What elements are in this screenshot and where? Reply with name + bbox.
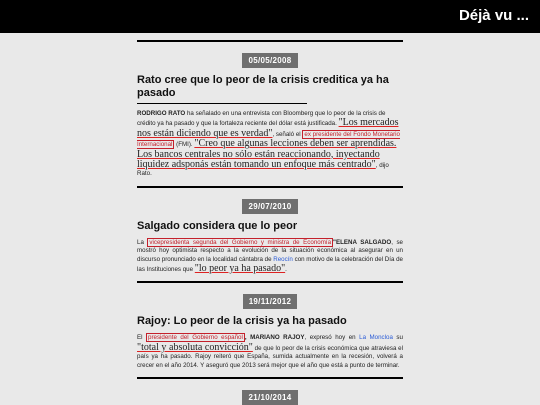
divider bbox=[137, 377, 403, 379]
body-text: , señaló el bbox=[272, 130, 303, 138]
post-title[interactable]: Salgado considera que lo peor bbox=[137, 219, 298, 232]
body-text: , se mostró hoy optimista respecto a la evolución de la situación económica al asegurar en un discurso pronunciado en la localidad cántabra de bbox=[137, 238, 403, 263]
quote: "Los mercados nos están diciendo que es verdad" bbox=[137, 117, 399, 139]
divider bbox=[137, 40, 403, 42]
place-link[interactable]: La Moncloa bbox=[359, 334, 393, 342]
divider bbox=[137, 186, 403, 188]
date-badge: 21/10/2014 bbox=[242, 390, 297, 405]
role-highlight: ex presidente del Fondo Monetario Internacional bbox=[137, 130, 400, 149]
quote: "total y absoluta convicción" bbox=[137, 341, 253, 353]
body-text: , dijo Rato. bbox=[137, 162, 389, 178]
post-body bbox=[137, 334, 403, 370]
quote: "Creo que algunas lecciones deben ser aprendidas. Los bancos centrales no sólo están reaccionando, inyectando liquidez adsponás están tomando un enfoque más centrado" bbox=[137, 138, 397, 171]
body-text: . bbox=[285, 266, 287, 274]
date-badge: 05/05/2008 bbox=[242, 53, 297, 68]
place-link[interactable]: Reocín bbox=[273, 255, 293, 263]
role-highlight: presidente del Gobierno español bbox=[148, 334, 243, 342]
body-text: ha señalado en una entrevista con Bloomberg que lo peor de la crisis de crédito ya ha pasado y que la fortaleza reciente del dólar está justificada. bbox=[137, 110, 386, 128]
date-badge: 29/07/2010 bbox=[242, 199, 297, 214]
post-body bbox=[137, 239, 403, 275]
body-text: El bbox=[137, 334, 147, 342]
person-name: , MARIANO RAJOY bbox=[244, 334, 305, 342]
divider bbox=[137, 281, 403, 283]
body-text: , expresó hoy en bbox=[304, 334, 360, 342]
title-underline bbox=[137, 103, 307, 104]
post-column bbox=[137, 40, 403, 405]
role-highlight: vicepresidenta segunda del Gobierno y ministra de Economía bbox=[149, 238, 332, 246]
body-text: (FMI). bbox=[174, 141, 195, 149]
date-badge: 19/11/2012 bbox=[243, 294, 298, 309]
post-title[interactable]: Rajoy: Lo peor de la crisis ya ha pasado bbox=[137, 315, 347, 328]
post-entry bbox=[137, 387, 403, 405]
post-title[interactable]: Rato cree que lo peor de la crisis creditica ya ha pasado bbox=[137, 74, 389, 99]
post-body bbox=[137, 110, 403, 179]
body-text: La bbox=[137, 238, 148, 246]
header-bar bbox=[0, 0, 540, 33]
site-title[interactable]: Déjà vu ... bbox=[458, 7, 529, 24]
post-entry bbox=[137, 50, 403, 179]
body-text: con motivo de la celebración del Día de las Instituciones que bbox=[137, 255, 403, 274]
post-entry bbox=[137, 291, 403, 370]
body-text: su bbox=[392, 334, 403, 342]
body-text: de que lo peor de la crisis económica que atraviesa el país ya ha pasado. Rajoy reiteró que España, sumida actualmente en la recesión, volverá a crecer en el año 2014. Y aseguró que 2013 será mejor que el año que está a punto de terminar. bbox=[137, 344, 403, 369]
quote: "lo peor ya ha pasado" bbox=[194, 263, 286, 275]
person-name: "ELENA SALGADO bbox=[333, 238, 392, 246]
post-entry bbox=[137, 196, 403, 275]
person-name: RODRIGO RATO bbox=[137, 110, 186, 117]
